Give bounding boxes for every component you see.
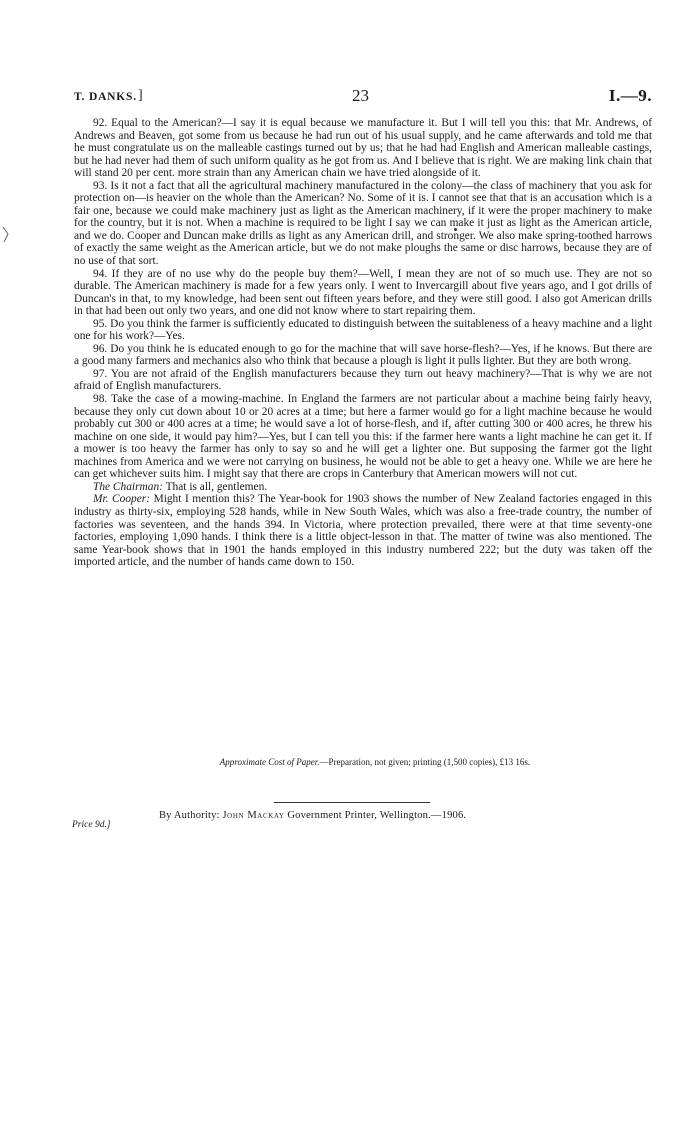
question-93-paragraph: 93. Is it not a fact that all the agricultural machinery manufactured in the colony—the class of machinery that you ask for protection on—is heavier on the whole than the American? No. Some of it is. I cannot see that that is an accusation which is a fair one, because we could make machinery just as light as the American machinery, if it were the proper machinery to make for the country, but it is not. When a machine is required to be light I say we can make it just as light as the American article, and we do. Cooper and Duncan make drills as light as any American drill, and stronger. We also make spring-toothed harrows of exactly the same weight as the American article, but we do not make ploughs the same or disc harrows, because they are of no use of that sort. xyxy=(74,179,652,268)
authority-prefix: By Authority: xyxy=(159,810,220,821)
cooper-remark-text: Might I mention this? The Year-book for 1903 shows the number of New Zealand factories engaged in this industry as thirty-six, employing 528 hands, while in New South Wales, which was also a free-trade country, the number of factories was seventeen, and the hands 394. In Victoria, where protection prevailed, there were at that time seventy-one factories, employing 1,090 hands. I think there is a little object-lesson in that. The matter of twine was also mentioned. The same Year-book shows that in 1901 the hands employed in this industry numbered 222; but the duty was taken off the imported article, and the number of hands came down to 150. xyxy=(74,493,652,569)
cost-of-paper-note xyxy=(100,757,650,767)
cost-label: Approximate Cost of Paper. xyxy=(219,757,320,767)
cooper-speaker-label: Mr. Cooper: xyxy=(93,493,151,506)
chairman-remark-text: That is all, gentlemen. xyxy=(165,480,268,493)
price-note: Price 9d.] xyxy=(72,820,111,830)
cooper-remark xyxy=(74,493,652,568)
margin-scan-mark xyxy=(2,226,10,244)
chairman-remark xyxy=(74,481,652,494)
question-96-paragraph: 96. Do you think he is educated enough to go for the machine that will save horse-flesh?—Yes, if he knows. But there are a good many farmers and mechanics also who think that because a plough is light it pulls lighter. But they are both wrong. xyxy=(74,342,652,368)
testimony-body xyxy=(74,117,652,569)
question-95-paragraph: 95. Do you think the farmer is sufficiently educated to distinguish between the suitableness of a heavy machine and a light one for his work?—Yes. xyxy=(74,317,652,343)
authority-suffix: Government Printer, Wellington.—1906. xyxy=(287,810,467,821)
cost-text: —Preparation, not given; printing (1,500 copies), £13 16s. xyxy=(319,757,531,767)
paper-reference: I.—9. xyxy=(608,86,652,105)
page-header xyxy=(74,86,652,108)
header-bracket: ] xyxy=(138,88,143,103)
printer-authority-line xyxy=(159,810,629,821)
chairman-speaker-label: The Chairman: xyxy=(93,480,163,493)
question-98-paragraph: 98. Take the case of a mowing-machine. In England the farmers are not particular about a machine being fairly heavy, because they only cut down about 10 or 20 acres at a time; but here a farmer would go for a light machine because he would probably cut 300 or 400 acres at a time; he would save a lot of horse-flesh, and if, after cutting 300 or 400 acres, he threw his machine on one side, it would pay him?—Yes, but I can tell you this: if the farmer here wants a light machine he can get it. If a mower is too heavy the farmer has only to say so and he will get a lighter one. But supposing the farmer got the light machines from America and we were not carrying on business, he would not be able to get a heavy one. While we are here he can get whichever suits him. I might say that there are crops in Canterbury that American mowers will not cut. xyxy=(74,393,652,481)
page-number: 23 xyxy=(352,86,369,105)
header-witness-name: T. DANKS. xyxy=(74,91,137,103)
printer-name: John Mackay xyxy=(222,810,285,821)
question-94-paragraph: 94. If they are of no use why do the people buy them?—Well, I mean they are not of so much use. They are not so durable. The American machinery is made for a few years only. I went to Invercargill about five years ago, and I got drills of Duncan's in that, to my knowledge, had been sent out fifteen years before, and they were still good. I also got American drills in that had been out only two years, and one did not know where to start repairing them. xyxy=(74,267,652,318)
question-97-paragraph: 97. You are not afraid of the English manufacturers because they turn out heavy machinery?—That is why we are not afraid of English manufacturers. xyxy=(74,367,652,393)
question-92-paragraph: 92. Equal to the American?—I say it is equal because we manufacture it. But I will tell you this: that Mr. Andrews, of Andrews and Beaven, got some from us because he had run out of his usual supply, and he came afterwards and told me that he must congratulate us on the malleable castings turned out by us; that he had had English and American malleable castings, but he had never had them of such uniform quality as he got from us. And I believe that is right. We are making link chain that will stand 20 per cent. more strain than any American chain we have tried alongside of it. xyxy=(74,117,652,180)
footer-divider xyxy=(274,802,430,803)
